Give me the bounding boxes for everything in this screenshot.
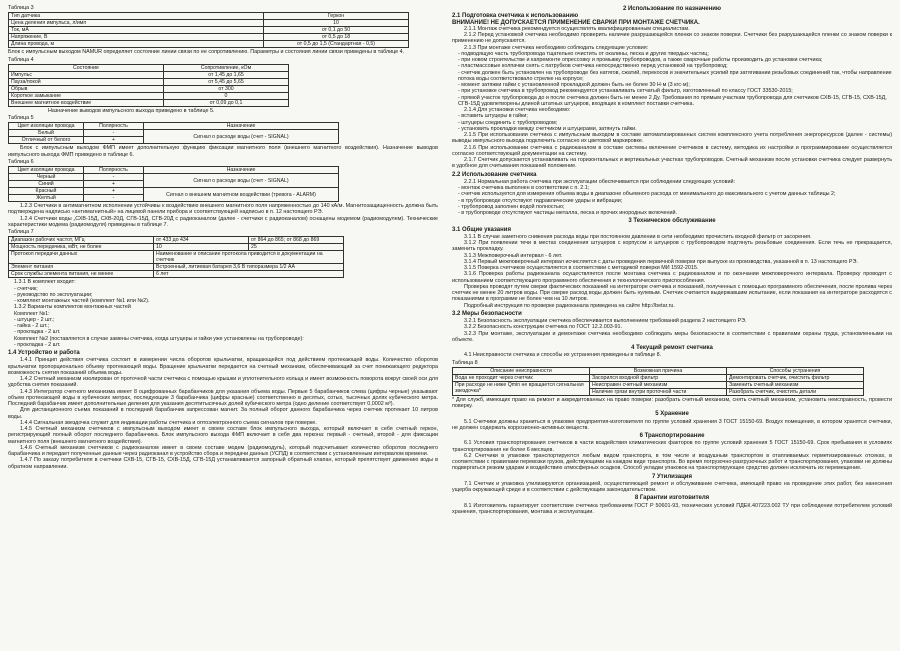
paragraph-6-2: 6.2 Счетчики в упаковке транспортируются любым видом транспорта, в том числе и воздушным транспортом в отапливаемых герметизированных отсеках, в соответствии с правилами перевозки грузов, действующими на каждом виде транспорта. Во время погрузочно-разгрузочных работ и транспортирования, упаковки не должны подвергаться резким ударам и воздействию атмосферных осадков. Способ укладки упаковок на транспортирующее средство должен исключать их перемещение. <box>452 452 892 472</box>
list-item: - в трубопроводе отсутствуют гидравлические удары и вибрации; <box>458 197 623 204</box>
table-cell: 25 <box>249 244 344 251</box>
table-cell: + <box>84 181 144 188</box>
conditions-list <box>452 51 892 107</box>
table-cell: Геркон <box>264 13 409 20</box>
paragraph-1-4-3b: Для дистанционного съема показаний в последний барабанчик запрессован магнит. За полный оборот данного барабанчика через счетчик протекает 10 литров воды. <box>8 407 438 420</box>
table-cell: Желтый <box>9 195 84 202</box>
table-row <box>9 20 409 27</box>
section-heading-3: 3 Техническое обслуживание <box>628 218 716 225</box>
section-heading-7: 7 Утилизация <box>652 473 692 480</box>
paragraph-3-2-2: 3.2.2 Безопасность конструкции счетчика по ГОСТ 12.2.003-91. <box>464 324 623 331</box>
table-cell: 6 лет <box>154 271 344 278</box>
list-item: - установить прокладки между счетчиком и штуцерами, затянуть гайки. <box>458 125 637 132</box>
paragraph-3-1-1: 3.1.1 В случае заметного снижения расхода воды при постоянном давлении в сети необходимо прочистить входной фильтр от засорения. <box>464 233 812 240</box>
list-item: - трубопровод заполнен водой полностью; <box>458 203 565 210</box>
paragraph-2-1-2: 2.1.2 Перед установкой счетчика необходимо проверить наличие разрушающейся пленки со знаком поверки. Счетчики без разрушающейся пленки со знаком поверки к применению не допускаются. <box>452 32 892 45</box>
table-cell: Сигнал о расходе воды (счет - SIGNAL) <box>144 174 339 188</box>
table-cell: + <box>84 188 144 195</box>
paragraph-1-2-4: 1.2.4 Счетчики воды „СХВ-15Д, СХВ-20Д, СГВ-15Д, СГВ-20Д с радиоканалом (далее - счетчики с радиоканалом) оснащены модемом (радиомодулем). Технические характеристики модема (радиомодуля) приведены в таблице 7. <box>8 215 438 228</box>
column-header: Описание неисправности <box>453 367 590 374</box>
paragraph-4-1: 4.1 Неисправности счетчика и способы их устранения приведены в таблице 8. <box>464 352 662 359</box>
table-row <box>9 13 409 20</box>
paragraph-3-2-1: 3.2.1 Безопасность эксплуатации счетчика обеспечивается выполнением требований раздела 2 настоящего РЭ. <box>464 318 747 324</box>
paragraph-1-4-1: 1.4.1 Принцип действия счетчика состоит в измерении числа оборотов крыльчатки, вращающейся под действием протекающей воды. Количество оборотов крыльчатки пропорционально объему протекающей воды. Вращение крыльчатки передается на счетный механизм, обеспечивающий за счет понижающего редуктора возможность снятия показаний объема воды. <box>8 357 438 376</box>
list-item: - руководство по эксплуатации; <box>14 291 93 298</box>
table-cell: Сигнал о внешнем магнитном воздействии (тревога - ALARM) <box>144 188 339 202</box>
paragraph-1-4-5: 1.4.5 Счетный механизм счетчиков с импульсным выходом имеет в своем составе блок импульсного выхода, который включает в себя счетный геркон, регистрирующий полный оборот последнего барабанчика. Блок импульсного выхода ФМП включает в себя два геркона: первый - счетный, второй - для фиксации магнитного поля (внешнего магнитного воздействия). <box>8 426 438 445</box>
list-item: - подводящую часть трубопровода тщательно очистить от окалины, песка и других твердых частиц; <box>458 50 709 57</box>
table-header <box>9 64 289 71</box>
table-cell: Вода не проходит через счетчик <box>453 374 590 381</box>
table-row <box>9 188 339 195</box>
list-item: 1.3.2 Варианты комплектов монтажных частей <box>14 304 131 311</box>
table5-title: Таблица 5 <box>8 115 34 121</box>
table-header <box>453 367 864 374</box>
list-item: - прокладка - 2 шт. <box>14 341 61 348</box>
table-cell: от 433 до 434 <box>154 237 249 244</box>
paragraph-5-1: 5.1 Счетчики должны храниться в упаковке предприятия-изготовителя по группе условий хранения 3 ГОСТ 15150-69. Воздух помещения, в котором хранятся счетчики, не должен содержать коррозионно-активных веществ. <box>452 418 892 431</box>
table-header <box>9 123 339 130</box>
table-row <box>9 99 289 106</box>
list-item: - пластмассовые колпачки снять с патрубков счетчика непосредственно перед установкой на трубопровод; <box>458 63 728 70</box>
table7 <box>8 236 344 278</box>
list-item: - гайка - 2 шт.; <box>14 323 50 329</box>
paragraph-2-2-1: 2.2.1 Нормальная работа счетчика при эксплуатации обеспечивается при соблюдении следующих условий: <box>464 178 736 185</box>
table-row <box>453 381 864 388</box>
table-cell: 0 <box>164 92 289 99</box>
paragraph-3-1-3: 3.1.3 Межповерочный интервал - 6 лет. <box>464 252 563 259</box>
table3-title: Таблица 3 <box>8 5 34 11</box>
column-header: Способы устранения <box>727 367 864 374</box>
list-item: - момент затяжки гайки с установленной прокладкой должен быть не более 30 Н·м (3 кгс·м); <box>458 82 690 88</box>
paragraph-8-1: 8.1 Изготовитель гарантирует соответствие счетчика требованиям ГОСТ Р 50601-93, технических условий ПДЕК.407223.002 ТУ при соблюдении потребителем условий хранения, транспортирования, монтажа и эксплуатации. <box>452 502 892 515</box>
table-row <box>453 374 864 381</box>
paragraph-2-1-7: 2.1.7 Счетчик допускается устанавливать на горизонтальных и вертикальных участках трубопроводов. Счетный механизм после установки счетчика следует развернуть в удобное для считывания показаний положение. <box>452 157 892 170</box>
column-header: Назначение <box>144 123 339 130</box>
table-row <box>9 251 344 264</box>
table-row <box>9 34 409 41</box>
table-cell: Красный <box>9 188 84 195</box>
list-item: - счетчик должен быть установлен на трубопроводе без натягов, сжатий, перекосов и значительных усилий при затягивании резьбовых соединений так, чтобы направление потока воды соответствовало стрелке на корпусе; <box>458 69 892 82</box>
table-row <box>9 130 339 137</box>
table-cell: Длина провода, м <box>9 41 264 48</box>
table-cell: При расходе не ниже Qmin не вращается сигнальная звездочка* <box>453 381 590 395</box>
paragraph-3-1-7: Проверка проводят путем сверки фактических показаний на интеграторе счетчика и показаний, полученных с помощью программного обеспечения, после пролива через счетчик не менее 20 литров воды. При сверке расход воды должен быть нулевым. Счетчик считается выдержавшим испытание, если показания на интеграторе расходятся с показаниями в программе не более чем на 10 литров. <box>452 283 892 303</box>
table6-title: Таблица 6 <box>8 158 34 165</box>
table-cell: от 300 <box>164 85 289 92</box>
column-header: Полярность <box>84 123 144 130</box>
table-cell: Короткое замыкание <box>9 92 164 99</box>
table8-note: * Для служб, имеющих право на ремонт и аккредитованных на право поверки: разобрать счетный механизм, снять счетный механизм, установить неисправность, провести поверку. <box>452 396 892 409</box>
table-row <box>9 85 289 92</box>
paragraph-7-1: 7.1 Счетчик и упаковка утилизируются организацией, осуществляющей ремонт и обслуживание счетчика, имеющей право на проведение этих работ, без нанесения ущерба окружающей среде и в соответствии с действующим законодательством. <box>452 480 892 493</box>
list-item: - при новом строительстве и капремонте опрессовку и промывку трубопроводов, а также сварочные работы производить до установки счетчика; <box>458 57 823 63</box>
table-cell: Срок службы элемента питания, не менее <box>9 271 154 278</box>
table8-title: Таблица 8 <box>452 359 478 366</box>
table-cell: Импульс <box>9 71 164 78</box>
paragraph-fmp: Блок с импульсным выходом ФМП имеет дополнительную функцию фиксации магнитного поля (внешнего магнитного воздействия). Назначение выводов импульсного выхода ФМП приведено в таблице 6. <box>8 145 438 158</box>
paragraph-1-4-7: 1.4.7 По заказу потребителя в счетчики СХВ-15, СГВ-15, СХВ-15Д, СГВ-15Д устанавливается запорный обратный клапан, который препятствует движению воды в обратном направлении. <box>8 457 438 470</box>
table-row <box>9 244 344 251</box>
table-cell: от 1,45 до 1,65 <box>164 71 289 78</box>
list-item: - счетчик используется для измерения объема воды в диапазоне объемного расхода от минимального до максимального с учетом данных таблицы 2; <box>458 191 836 198</box>
table-cell: Тип датчика <box>9 13 264 20</box>
paragraph-2-1-5: 2.1.5 При использовании счетчика с импульсным выходом в составе автоматизированных систем комплексного учета потребления энергоресурсов (далее - системы) выводы импульсного выхода подключить согласно их цветовой маркировке. <box>452 132 892 145</box>
paragraph-3-1-5: 3.1.5 Поверка счетчиков осуществляется в соответствии с методикой поверки МИ 1592-2015. <box>464 265 699 271</box>
section-heading-4: 4 Текущий ремонт счетчика <box>631 345 713 351</box>
section-heading-1-4: 1.4 Устройство и работа <box>8 350 80 356</box>
usage-list <box>452 185 892 216</box>
table-cell: Пауза/покой <box>9 78 164 85</box>
column-header: Цвет изоляции провода <box>9 123 84 130</box>
table-cell: от 0,5 до 18 <box>264 34 409 41</box>
table-cell: Синий <box>9 181 84 188</box>
table-row <box>9 271 344 278</box>
table-cell: + <box>84 137 144 144</box>
table-cell: от 864 до 865; от 868 до 869 <box>249 237 344 244</box>
table-cell: 10 <box>154 244 249 251</box>
list-item: - прокладка - 2 шт. <box>14 329 61 336</box>
paragraph-1-4-6: 1.4.6 Счетный механизм счетчиков с радиоканалом имеет в своем составе модем (радиомодуль), который подсчитывает количество оборотов последнего барабанчика и передает полученные данные через радиоканал в устройство сбора и передачи данных (УСПД) в соответствии с установленным интервалом времени. <box>8 444 438 457</box>
paragraph-1-4-2: 1.4.2 Счетный механизм изолирован от проточной части счетчика с помощью крышки и уплотнительного кольца и имеет возможность поворота вокруг своей оси для удобства снятия показаний. <box>8 376 438 389</box>
table-row <box>9 71 289 78</box>
table-cell: от 0,5 до 1,5 (Стандартная - 0,5) <box>264 41 409 48</box>
table-row <box>9 237 344 244</box>
table5 <box>8 122 339 144</box>
table-cell: - <box>84 130 144 137</box>
warning-text: ВНИМАНИЕ! НЕ ДОПУСКАЕТСЯ ПРИМЕНЕНИЕ СВАРКИ ПРИ МОНТАЖЕ СЧЕТЧИКА. <box>452 19 700 26</box>
column-header: Назначение <box>144 167 339 174</box>
table-cell: Обрыв <box>9 85 164 92</box>
table-cell: от 0,1 до 50 <box>264 27 409 34</box>
list-item: - при установке счетчика в трубопровод рекомендуется устанавливать сетчатый фильтр, изготовленный по классу ГОСТ 33530-2015; <box>458 88 793 95</box>
column-header: Состояние <box>9 64 164 71</box>
list-item: Комплект №2 (поставляется в случае замены счетчика, когда штуцеры и гайки уже установлены на трубопроводе): <box>14 335 304 342</box>
install-list <box>452 113 892 132</box>
list-item: - штуцеры соединить с трубопроводом; <box>458 119 558 126</box>
table-cell: Засорился входной фильтр <box>590 374 727 381</box>
table-cell: Белый <box>9 130 84 137</box>
table-cell: Черный <box>9 174 84 181</box>
section-heading-5: 5 Хранение <box>655 411 689 418</box>
column-header: Цвет изоляции провода <box>9 167 84 174</box>
column-header: Сопротивление, кОм <box>164 64 289 71</box>
column-header: Возможная причина <box>590 367 727 374</box>
paragraph-3-1-6: 3.1.6 Проверка работы радиоканала осуществляется после монтажа счетчика с радиоканалом и по окончании межповерочного интервала. Проверку проводят с использованием соответствующего программного обеспечения и технологического приспособления. <box>452 271 892 284</box>
table8 <box>452 367 864 396</box>
left-column <box>8 4 438 647</box>
table-row <box>9 174 339 181</box>
list-item: - счетчик; <box>14 285 38 292</box>
table-cell: Заменить счетный механизм <box>727 381 864 388</box>
list-item: - вставить штуцеры в гайки; <box>458 113 528 120</box>
section-heading-2-2: 2.2 Использование счетчика <box>452 171 537 178</box>
table-cell: - <box>84 195 144 202</box>
table4 <box>8 64 289 107</box>
paragraph-1-2-3: 1.2.3 Счетчики в антимагнитном исполнении устойчивы к воздействию внешнего магнитного поля напряженностью до 140 кА/м. Магнитозащищенность должна быть подтверждена надписью «антимагнитный» на лицевой панели прибора и соответствующей надписью в п. 12 настоящего РЭ. <box>8 203 438 216</box>
paragraph-3-1-2: 3.1.2 При появлении течи в местах соединения штуцеров с корпусом и штуцеров с трубопроводом подтянуть резьбовые соединения. Если течь не прекращается, заменить прокладку. <box>452 240 892 253</box>
paragraph-1-4-3: 1.4.3 Интегратор счетного механизма имеет 8 оцифрованных барабанчиков для указания объема воды. Первые 5 барабанчиков слева (цифры черные) указывают объем протекающей воды в кубических метрах, последующие 3 барабанчика (цифры красные) соответственно в десятых, сотых, тысячных долях кубического метра. Последний барабанчик имеет дополнительные деления для указания десятитысячных долей кубического метра (одно деление соответствует 0,0002 м³). <box>8 388 438 407</box>
table-cell: Демонтировать счетчик, очистить фильтр <box>727 374 864 381</box>
table-row <box>9 92 289 99</box>
list-item: - штуцер - 2 шт.; <box>14 316 55 323</box>
paragraph-3-1-4: 3.1.4 Первый межповерочный интервал исчисляется с даты проведения первичной поверки при выпуске из производства, указанной в п. 13 настоящего РЭ. <box>464 258 858 265</box>
section-heading-2: 2 Использование по назначению <box>622 6 722 12</box>
table4-title: Таблица 4 <box>8 56 34 63</box>
section-heading-3-2: 3.2 Меры безопасности <box>452 310 522 317</box>
table-cell: Встроенный, литиевая батарея 3,6 В типоразмера 1/2 АА <box>154 264 344 271</box>
paragraph-2-1-3: 2.1.3 При монтаже счетчика необходимо соблюдать следующие условия: <box>464 44 649 51</box>
table-cell: Внешнее магнитное воздействие <box>9 99 164 106</box>
table-cell: Протокол передачи данных <box>9 251 154 264</box>
table7-title: Таблица 7 <box>8 229 34 235</box>
list-item: Комплект №1: <box>14 310 50 317</box>
table-header <box>9 167 339 174</box>
list-item: - прямой участок трубопровода до и после счетчика должен быть не менее 2 Ду. Требования по прямым участкам трубопровода для счетчиков СХВ-15, СГВ-15, СХВ-15Д, СГВ-15Д удовлетворены длиной штатных штуцеров, входящих в комплект поставки счетчика. <box>458 94 887 107</box>
paragraph-6-1: 6.1 Условия транспортирования счетчиков в части воздействия климатических факторов по группе условий хранения 5 ГОСТ 15150-69. Срок пребывания в условиях транспортирования не более 6 месяцев. <box>452 440 892 453</box>
paragraph-1-4-4: 1.4.4 Сигнальная звездочка служит для индикации работы счетчика и оптоэлектронного съема сигналов при поверке. <box>20 419 317 426</box>
table-cell: Напряжение, В <box>9 34 264 41</box>
table-cell: - <box>84 174 144 181</box>
table-cell: Мощность передачика, мВт, не более <box>9 244 154 251</box>
table-cell: Сигнал о расходе воды (счет - SIGNAL) <box>144 130 339 144</box>
list-item: - монтаж счетчика выполнен в соответствии с п. 2.1; <box>458 185 590 191</box>
list-item: - в трубопроводе отсутствуют частицы металла, песка и прочих инородных включений. <box>458 210 677 216</box>
table3 <box>8 12 409 48</box>
table-cell: от 0,09 до 0,1 <box>164 99 289 106</box>
paragraph-namur: Блок с импульсным выходом NAMUR определяет состояние линии связи по ее сопротивлению. Параметры и состояния линии связи приведены в таблице 4. <box>8 49 405 56</box>
table-cell: от 5,45 до 5,65 <box>164 78 289 85</box>
table-cell: Наименование и описание протокола приводится в документации на счетчик <box>154 251 344 264</box>
section-heading-6: 6 Транспортирование <box>639 433 705 439</box>
section-heading-2-1: 2.1 Подготовка счетчика к использованию <box>452 13 579 20</box>
table-cell: Элемент питания <box>9 264 154 271</box>
table-row <box>9 264 344 271</box>
table-cell: Ток, мА <box>9 27 264 34</box>
list-item: - комплект монтажных частей (комплект №1 или №2). <box>14 298 150 304</box>
table-row <box>9 78 289 85</box>
column-header: Полярность <box>84 167 144 174</box>
table-cell: Цена деления импульса, л/имп <box>9 20 264 27</box>
paragraph-2-1-4: 2.1.4 Для установки счетчика необходимо: <box>464 107 571 113</box>
list-item: 1.3.1 В комплект входит: <box>14 279 76 286</box>
paragraph-wires5: Назначение выводов импульсного выхода приведено в таблице 5. <box>48 107 215 114</box>
paragraph-3-2-3: 3.2.3 При монтаже, эксплуатации и демонтаже счетчика необходимо соблюдать меры безопасности в соответствии с правилами охраны труда, установленными на объекте. <box>452 330 892 343</box>
table-cell: 10 <box>264 20 409 27</box>
table6 <box>8 166 339 202</box>
table-cell: Неисправен счетный механизм <box>590 381 727 388</box>
paragraph-2-1-1: 2.1.1 Монтаж счетчика рекомендуется осуществлять квалифицированным специалистам. <box>464 25 690 32</box>
table-cell: Отличный от белого <box>9 137 84 144</box>
table-row <box>9 27 409 34</box>
right-column <box>452 4 892 647</box>
section-heading-8: 8 Гарантии изготовителя <box>634 495 710 502</box>
table-cell: Разобрать счетчик, очистить детали <box>727 388 864 395</box>
table-cell: Наличие грязи внутри проточной части <box>590 388 727 395</box>
table-cell: Диапазон рабочих частот, МГц <box>9 237 154 244</box>
paragraph-2-1-6: 2.1.6 При использовании счетчика с радиоканалом в составе системы включение счетчиков в систему, методика их настройки и программирование осуществляется согласно соответствующей документации на систему. <box>452 144 892 157</box>
section-heading-3-1: 3.1 Общие указания <box>452 226 511 233</box>
kit-list <box>8 279 438 348</box>
table-row <box>9 41 409 48</box>
paragraph-3-1-8: Подробный инструкция по проверке радиоканала приведена на сайте http://betar.ru. <box>464 302 675 309</box>
